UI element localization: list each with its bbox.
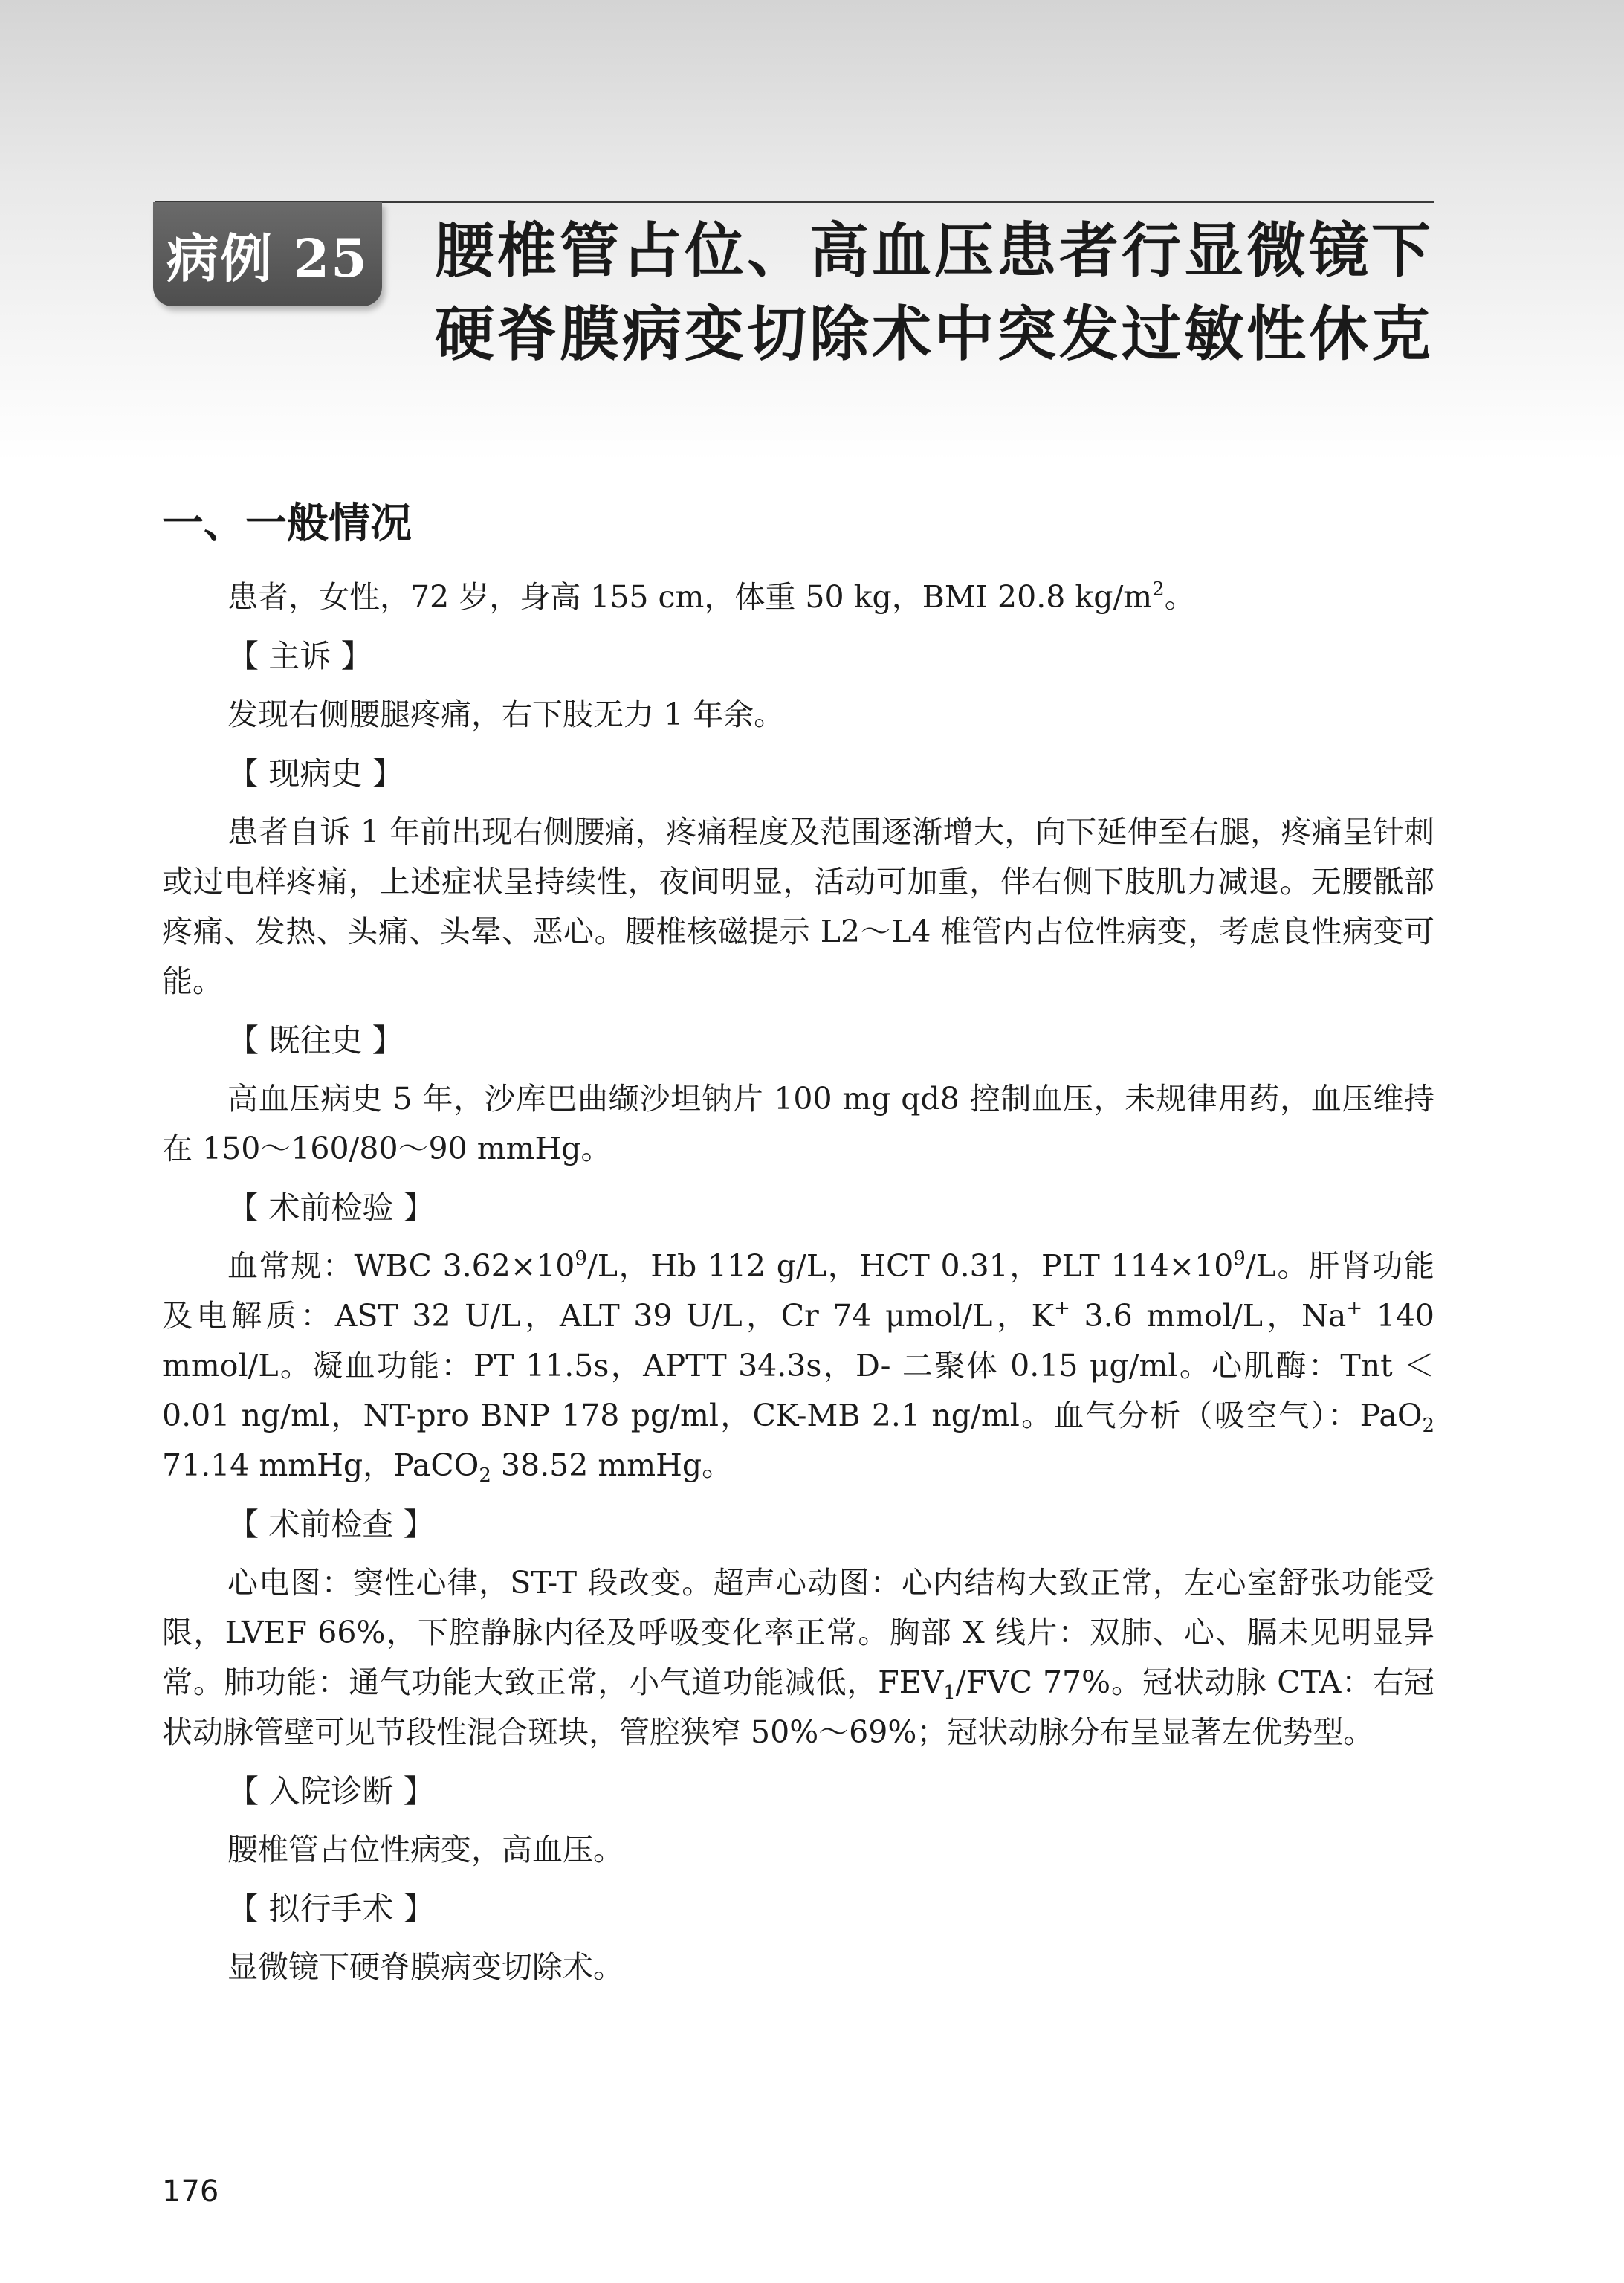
admission-diagnosis-heading: 【 入院诊断 】 — [227, 1773, 435, 1809]
case-number-label: 病例 25 — [166, 227, 369, 289]
past-history-heading: 【 既往史 】 — [227, 1022, 404, 1059]
preop-labs-paragraph: 血常规：WBC $3.62\times 10^9/L$，Hb 112 g/L，HCT 0.31，PLT $114\times 10^9/L$。肝肾功能及电解质：AST 32 U/L，ALT 39 U/L，Cr 74 μmol/L，K+ 3.6 mmol/L，Na+ 140 mmol/L。凝血功能：PT 11.5s，APTT 34.3s，D- 二聚体 0.15 μg/ml。心肌酶：Tnt ＜ 0.01 ng/ml，NT-pro BNP 178 pg/ml，CK-MB 2.1 ng/ml。血气分析（吸空气）：PaO$_2$ 71.14 mmHg，PaCO$_2$ 38.52 mmHg。 — [162, 1247, 1435, 1487]
preop-labs-heading: 【 术前检验 】 — [227, 1189, 435, 1226]
planned-surgery-heading: 【 拟行手术 】 — [227, 1890, 435, 1927]
case-title — [435, 210, 1446, 376]
preop-exam-paragraph: 心电图：窦性心律，ST-T 段改变。超声心动图：心内结构大致正常，左心室舒张功能受限，LVEF 66%，下腔静脉内径及呼吸变化率正常。胸部 X 线片：双肺、心、膈未见明显异常。肺功能：通气功能大致正常，小气道功能减低，$FEV_1$/FVC 77%。冠状动脉 CTA：右冠状动脉管壁可见节段性混合斑块，管腔狭窄 50%～69%；冠状动脉分布呈显著左优势型。 — [162, 1565, 1435, 1750]
present-illness-heading: 【 现病史 】 — [227, 755, 404, 792]
preop-exam-heading: 【 术前检查 】 — [227, 1506, 435, 1543]
chief-complaint-heading: 【 主诉 】 — [227, 638, 372, 674]
section-content — [162, 572, 1434, 2001]
case-number-badge — [153, 202, 382, 306]
basic-info-paragraph: 患者，女性，72 岁，身高 155 cm，体重 50 kg，BMI 20.8 $kg/m^2$。 — [227, 578, 1195, 615]
case-title-line-2: 硬脊膜病变切除术中突发过敏性休克 — [435, 300, 1434, 369]
planned-surgery-paragraph: 显微镜下硬脊膜病变切除术。 — [227, 1949, 624, 1985]
section-heading: 一、一般情况 — [162, 500, 412, 548]
case-title-line-1: 腰椎管占位、高血压患者行显微镜下 — [435, 216, 1434, 285]
past-history-paragraph: 高血压病史 5 年，沙库巴曲缬沙坦钠片 100 mg qd8 控制血压，未规律用药，血压维持在 150～160/80～90 mmHg。 — [162, 1081, 1434, 1166]
chief-complaint-paragraph: 发现右侧腰腿疼痛，右下肢无力 1 年余。 — [227, 697, 785, 732]
present-illness-paragraph: 患者自诉 1 年前出现右侧腰痛，疼痛程度及范围逐渐增大，向下延伸至右腿，疼痛呈针刺或过电样疼痛，上述症状呈持续性，夜间明显，活动可加重，伴右侧下肢肌力减退。无腰骶部疼痛、发热、头痛、头晕、恶心。腰椎核磁提示 L2～L4 椎管内占位性病变，考虑良性病变可能。 — [162, 814, 1434, 999]
admission-diagnosis-paragraph: 腰椎管占位性病变，高血压。 — [227, 1832, 624, 1867]
page-number: 176 — [162, 2174, 219, 2209]
